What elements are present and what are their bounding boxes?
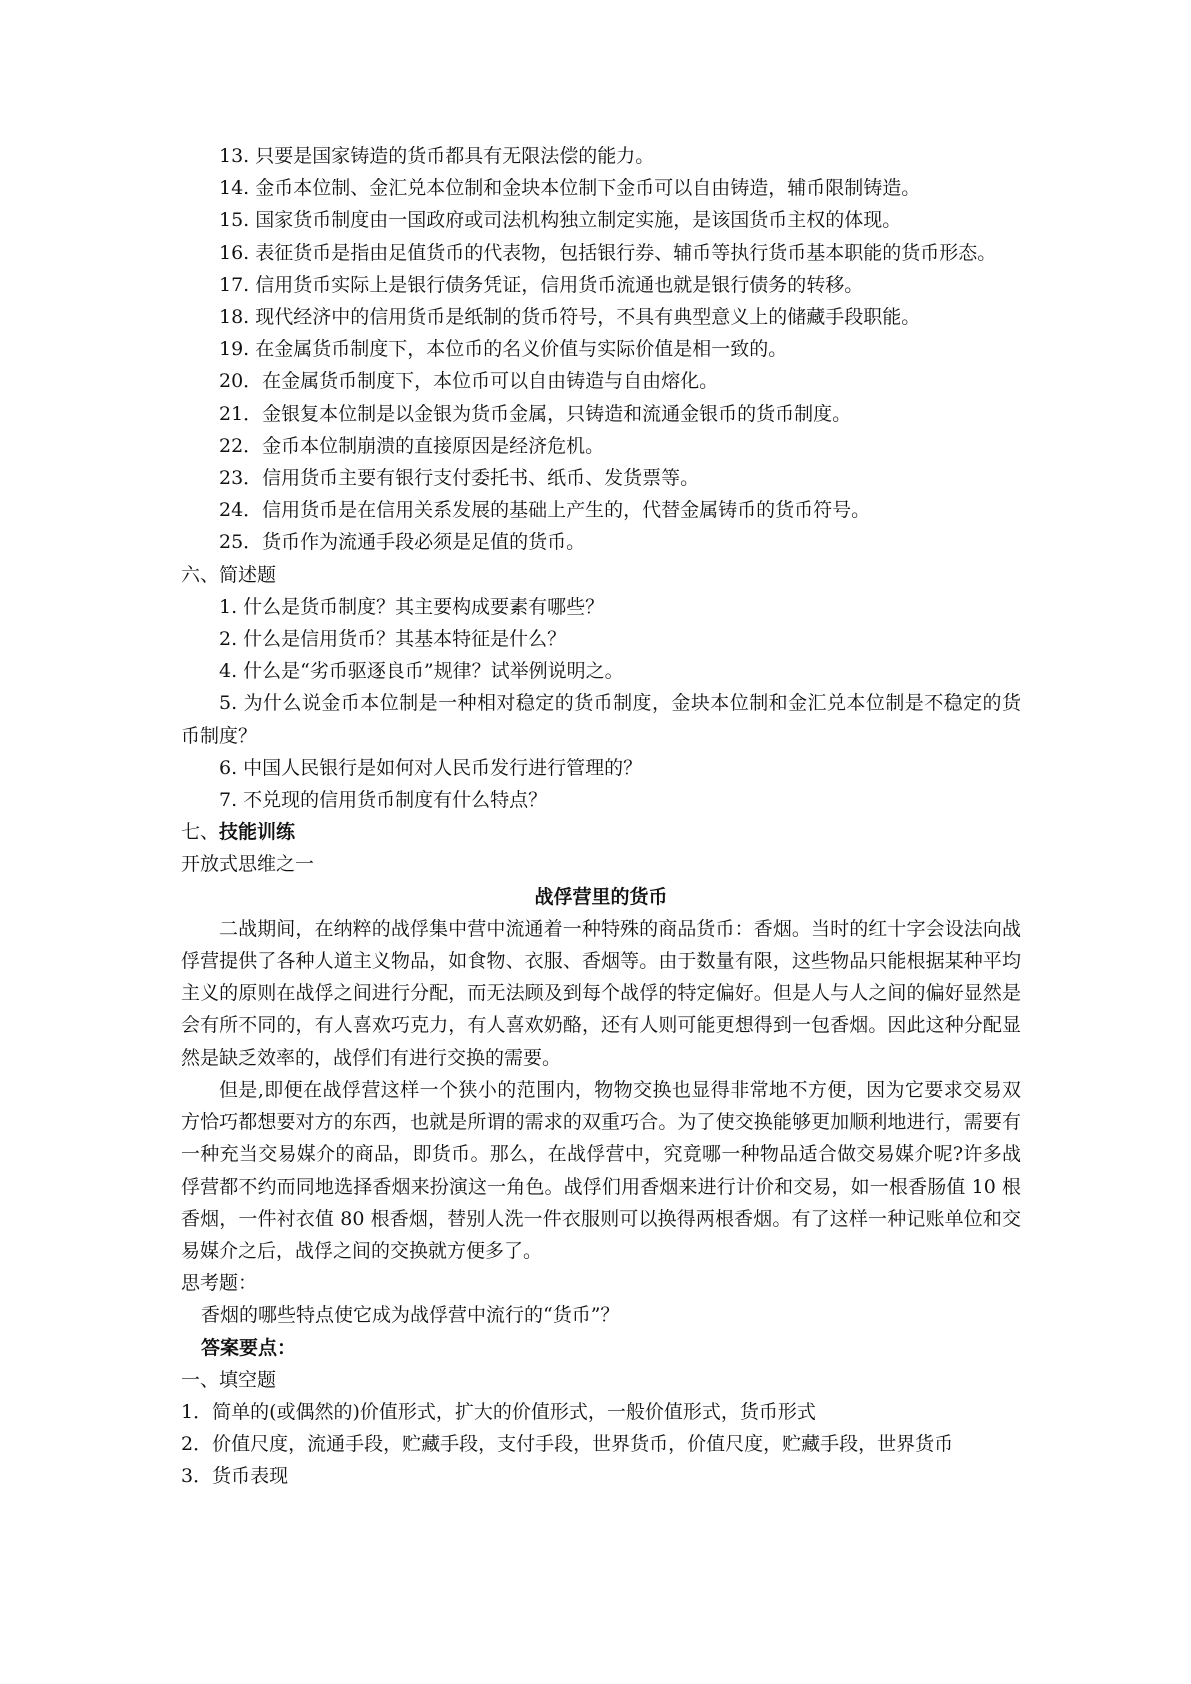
tf-item-21: 21．金银复本位制是以金银为货币金属，只铸造和流通金银币的货币制度。 [219, 402, 852, 425]
tf-item-13: 13. 只要是国家铸造的货币都具有无限法偿的能力。 [219, 145, 655, 167]
tf-item-25: 25．货币作为流通手段必须是足值的货币。 [219, 531, 586, 554]
question-item-6: 6. 中国人民银行是如何对人民币发行进行管理的？ [219, 756, 643, 779]
tf-item-16: 16. 表征货币是指由足值货币的代表物，包括银行券、辅币等执行货币基本职能的货币形态。 [219, 241, 997, 264]
skill-training-section [181, 816, 1021, 1331]
tf-item-24: 24．信用货币是在信用关系发展的基础上产生的，代替金属铸币的货币符号。 [219, 499, 871, 522]
true-false-list [181, 140, 1021, 559]
tf-item-17: 17. 信用货币实际上是银行债务凭证，信用货币流通也就是银行债务的转移。 [219, 273, 864, 296]
short-answer-section [181, 559, 1021, 817]
tf-item-23: 23．信用货币主要有银行支付委托书、纸币、发货票等。 [219, 467, 700, 490]
question-label: 思考题： [181, 1272, 258, 1295]
question-item-5: 5. 为什么说金币本位制是一种相对稳定的货币制度，金块本位制和金汇兑本位制是不稳定的货币制度？ [181, 692, 1021, 747]
tf-item-22: 22．金币本位制崩溃的直接原因是经济危机。 [219, 434, 605, 457]
question-item-4: 4. 什么是“劣币驱逐良币”规律？试举例说明之。 [219, 660, 624, 683]
question-item-7: 7. 不兑现的信用货币制度有什么特点？ [219, 789, 548, 812]
case-paragraph-2: 但是,即便在战俘营这样一个狭小的范围内，物物交换也显得非常地不方便，因为它要求交易双方恰巧都想要对方的东西，也就是所谓的需求的双重巧合。为了使交换能够更加顺利地进行，需要有一种充当交易媒介的商品，即货币。那么，在战俘营中，究竟哪一种物品适合做交易媒介呢?许多战俘营都不约而同地选择香烟来扮演这一角色。战俘们用香烟来进行计价和交易，如一根香肠值 10 根香烟，一件衬衣值 80 根香烟，替别人洗一件衣服则可以换得两根香烟。有了这样一种记账单位和交易媒介之后，战俘之间的交换就方便多了。 [181, 1078, 1021, 1262]
section-heading-7-bold: 技能训练 [219, 821, 296, 844]
answer-section [181, 1332, 1021, 1493]
answer-item-3: 3．货币表现 [181, 1465, 289, 1488]
fill-blank-heading: 一、填空题 [181, 1368, 277, 1391]
answer-item-2: 2．价值尺度，流通手段，贮藏手段，支付手段，世界货币，价值尺度，贮藏手段，世界货币 [181, 1433, 954, 1456]
question-item-2: 2. 什么是信用货币？其基本特征是什么？ [219, 628, 567, 651]
section-heading-7 [181, 816, 1021, 848]
thinking-question: 香烟的哪些特点使它成为战俘营中流行的“货币”？ [201, 1304, 620, 1327]
document-page [181, 140, 1021, 1493]
tf-item-14: 14. 金币本位制、金汇兑本位制和金块本位制下金币可以自由铸造，辅币限制铸造。 [219, 177, 921, 200]
case-title: 战俘营里的货币 [534, 885, 668, 908]
tf-item-15: 15. 国家货币制度由一国政府或司法机构独立制定实施，是该国货币主权的体现。 [219, 209, 902, 232]
case-paragraph-1: 二战期间，在纳粹的战俘集中营中流通着一种特殊的商品货币：香烟。当时的红十字会设法向战俘营提供了各种人道主义物品，如食物、衣服、香烟等。由于数量有限，这些物品只能根据某种平均主义的原则在战俘之间进行分配，而无法顾及到每个战俘的特定偏好。但是人与人之间的偏好显然是会有所不同的，有人喜欢巧克力，有人喜欢奶酪，还有人则可能更想得到一包香烟。因此这种分配显然是缺乏效率的，战俘们有进行交换的需要。 [181, 917, 1021, 1069]
tf-item-20: 20．在金属货币制度下，本位币可以自由铸造与自由熔化。 [219, 370, 719, 393]
open-thinking-label: 开放式思维之一 [181, 853, 315, 876]
section-heading-7-prefix: 七、 [181, 821, 220, 844]
answer-heading: 答案要点： [201, 1336, 297, 1359]
section-heading-6: 六、简述题 [181, 563, 277, 586]
question-item-1: 1. 什么是货币制度？其主要构成要素有哪些？ [219, 595, 605, 618]
tf-item-19: 19. 在金属货币制度下，本位币的名义价值与实际价值是相一致的。 [219, 338, 788, 361]
tf-item-18: 18. 现代经济中的信用货币是纸制的货币符号，不具有典型意义上的储藏手段职能。 [219, 306, 921, 329]
answer-item-1: 1．简单的(或偶然的)价值形式，扩大的价值形式，一般价值形式，货币形式 [181, 1400, 816, 1423]
